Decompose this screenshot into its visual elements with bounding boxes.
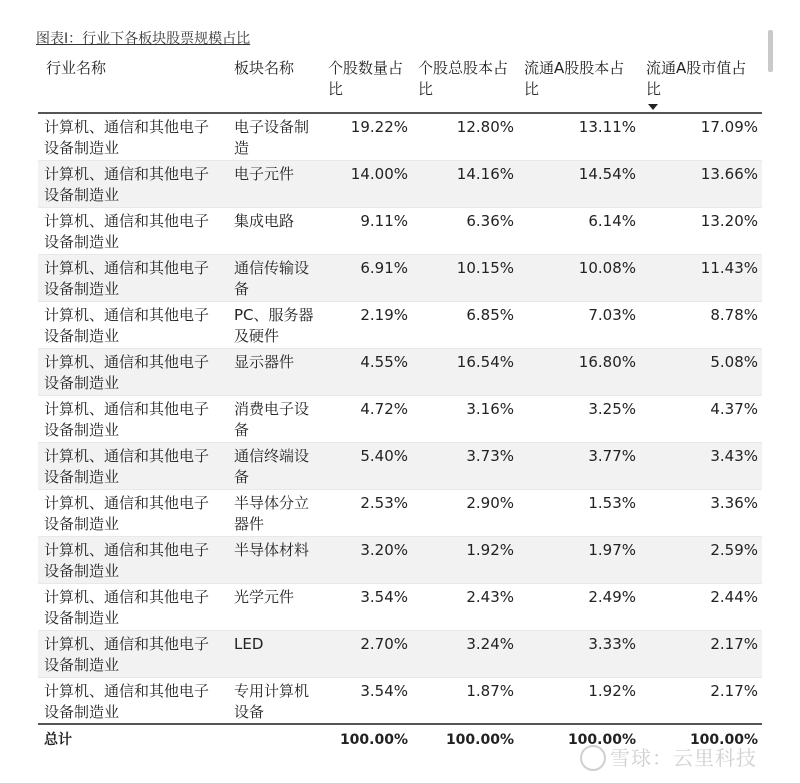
header-sector[interactable]: 板块名称 <box>228 54 322 113</box>
watermark <box>580 742 757 773</box>
table-caption: 图表I：行业下各板块股票规模占比 <box>36 31 251 47</box>
cell-total-shares-ratio: 6.85% <box>412 301 518 348</box>
cell-industry: 计算机、通信和其他电子设备制造业 <box>38 489 228 536</box>
cell-sector: 半导体材料 <box>228 536 322 583</box>
total-float-shares: 100.00% <box>518 724 640 753</box>
cell-sector: 通信传输设备 <box>228 254 322 301</box>
total-empty <box>228 724 322 753</box>
xueqiu-logo-icon <box>580 745 606 771</box>
cell-float-shares-ratio: 14.54% <box>518 160 640 207</box>
table-row[interactable] <box>38 677 762 724</box>
cell-float-shares-ratio: 6.14% <box>518 207 640 254</box>
cell-sector: 集成电路 <box>228 207 322 254</box>
cell-count-ratio: 2.53% <box>322 489 412 536</box>
cell-industry: 计算机、通信和其他电子设备制造业 <box>38 677 228 724</box>
cell-total-shares-ratio: 10.15% <box>412 254 518 301</box>
header-total-shares-ratio[interactable]: 个股总股本占比 <box>412 54 518 113</box>
cell-float-shares-ratio: 10.08% <box>518 254 640 301</box>
cell-total-shares-ratio: 3.16% <box>412 395 518 442</box>
cell-float-cap-ratio: 13.20% <box>640 207 762 254</box>
cell-total-shares-ratio: 1.87% <box>412 677 518 724</box>
cell-count-ratio: 19.22% <box>322 113 412 160</box>
scrollbar[interactable] <box>768 30 773 72</box>
cell-industry: 计算机、通信和其他电子设备制造业 <box>38 348 228 395</box>
cell-float-cap-ratio: 17.09% <box>640 113 762 160</box>
cell-float-shares-ratio: 3.33% <box>518 630 640 677</box>
cell-float-shares-ratio: 2.49% <box>518 583 640 630</box>
header-float-cap-label: 流通A股市值占比 <box>646 59 747 98</box>
cell-count-ratio: 9.11% <box>322 207 412 254</box>
cell-industry: 计算机、通信和其他电子设备制造业 <box>38 395 228 442</box>
cell-count-ratio: 4.72% <box>322 395 412 442</box>
cell-industry: 计算机、通信和其他电子设备制造业 <box>38 630 228 677</box>
header-row <box>38 54 762 113</box>
cell-sector: 电子元件 <box>228 160 322 207</box>
cell-float-cap-ratio: 2.44% <box>640 583 762 630</box>
cell-float-shares-ratio: 3.77% <box>518 442 640 489</box>
cell-count-ratio: 3.20% <box>322 536 412 583</box>
total-float-cap: 100.00% <box>640 724 762 753</box>
table-row[interactable] <box>38 442 762 489</box>
cell-industry: 计算机、通信和其他电子设备制造业 <box>38 207 228 254</box>
cell-float-cap-ratio: 2.17% <box>640 630 762 677</box>
cell-float-shares-ratio: 16.80% <box>518 348 640 395</box>
table-row[interactable] <box>38 395 762 442</box>
cell-total-shares-ratio: 2.90% <box>412 489 518 536</box>
cell-total-shares-ratio: 14.16% <box>412 160 518 207</box>
cell-float-cap-ratio: 5.08% <box>640 348 762 395</box>
total-total: 100.00% <box>412 724 518 753</box>
cell-float-shares-ratio: 3.25% <box>518 395 640 442</box>
cell-count-ratio: 5.40% <box>322 442 412 489</box>
data-table <box>38 54 762 753</box>
cell-industry: 计算机、通信和其他电子设备制造业 <box>38 583 228 630</box>
cell-sector: PC、服务器及硬件 <box>228 301 322 348</box>
cell-count-ratio: 6.91% <box>322 254 412 301</box>
table-body <box>38 113 762 724</box>
cell-sector: 半导体分立器件 <box>228 489 322 536</box>
cell-count-ratio: 14.00% <box>322 160 412 207</box>
cell-float-shares-ratio: 1.92% <box>518 677 640 724</box>
cell-count-ratio: 4.55% <box>322 348 412 395</box>
cell-float-cap-ratio: 2.59% <box>640 536 762 583</box>
cell-sector: 通信终端设备 <box>228 442 322 489</box>
cell-float-shares-ratio: 13.11% <box>518 113 640 160</box>
cell-total-shares-ratio: 16.54% <box>412 348 518 395</box>
cell-float-shares-ratio: 1.97% <box>518 536 640 583</box>
cell-float-cap-ratio: 4.37% <box>640 395 762 442</box>
table-row[interactable] <box>38 301 762 348</box>
cell-sector: 显示器件 <box>228 348 322 395</box>
cell-sector: LED <box>228 630 322 677</box>
total-label: 总计 <box>38 724 228 753</box>
cell-industry: 计算机、通信和其他电子设备制造业 <box>38 301 228 348</box>
cell-float-cap-ratio: 3.36% <box>640 489 762 536</box>
cell-industry: 计算机、通信和其他电子设备制造业 <box>38 160 228 207</box>
cell-float-cap-ratio: 8.78% <box>640 301 762 348</box>
cell-sector: 光学元件 <box>228 583 322 630</box>
cell-total-shares-ratio: 1.92% <box>412 536 518 583</box>
watermark-text: 雪球：云里科技 <box>610 746 757 770</box>
total-count: 100.00% <box>322 724 412 753</box>
cell-total-shares-ratio: 3.24% <box>412 630 518 677</box>
cell-count-ratio: 3.54% <box>322 583 412 630</box>
cell-sector: 电子设备制造 <box>228 113 322 160</box>
cell-industry: 计算机、通信和其他电子设备制造业 <box>38 254 228 301</box>
table-row[interactable] <box>38 160 762 207</box>
cell-count-ratio: 2.19% <box>322 301 412 348</box>
cell-sector: 消费电子设备 <box>228 395 322 442</box>
cell-float-shares-ratio: 1.53% <box>518 489 640 536</box>
table-row[interactable] <box>38 583 762 630</box>
table-row[interactable] <box>38 536 762 583</box>
cell-total-shares-ratio: 12.80% <box>412 113 518 160</box>
table-row[interactable] <box>38 348 762 395</box>
table-row[interactable] <box>38 630 762 677</box>
cell-industry: 计算机、通信和其他电子设备制造业 <box>38 442 228 489</box>
header-float-shares-ratio[interactable]: 流通A股股本占比 <box>518 54 640 113</box>
table-row[interactable] <box>38 489 762 536</box>
cell-count-ratio: 3.54% <box>322 677 412 724</box>
cell-count-ratio: 2.70% <box>322 630 412 677</box>
cell-float-cap-ratio: 3.43% <box>640 442 762 489</box>
sort-desc-icon[interactable] <box>648 104 658 110</box>
table-row[interactable] <box>38 254 762 301</box>
cell-total-shares-ratio: 6.36% <box>412 207 518 254</box>
cell-float-cap-ratio: 2.17% <box>640 677 762 724</box>
cell-float-cap-ratio: 11.43% <box>640 254 762 301</box>
cell-sector: 专用计算机设备 <box>228 677 322 724</box>
table-row[interactable] <box>38 113 762 160</box>
header-count-ratio[interactable]: 个股数量占比 <box>322 54 412 113</box>
cell-total-shares-ratio: 2.43% <box>412 583 518 630</box>
cell-float-cap-ratio: 13.66% <box>640 160 762 207</box>
cell-industry: 计算机、通信和其他电子设备制造业 <box>38 113 228 160</box>
header-industry[interactable]: 行业名称 <box>38 54 228 113</box>
cell-total-shares-ratio: 3.73% <box>412 442 518 489</box>
table-row[interactable] <box>38 207 762 254</box>
header-float-cap-ratio[interactable] <box>640 54 762 113</box>
cell-float-shares-ratio: 7.03% <box>518 301 640 348</box>
cell-industry: 计算机、通信和其他电子设备制造业 <box>38 536 228 583</box>
